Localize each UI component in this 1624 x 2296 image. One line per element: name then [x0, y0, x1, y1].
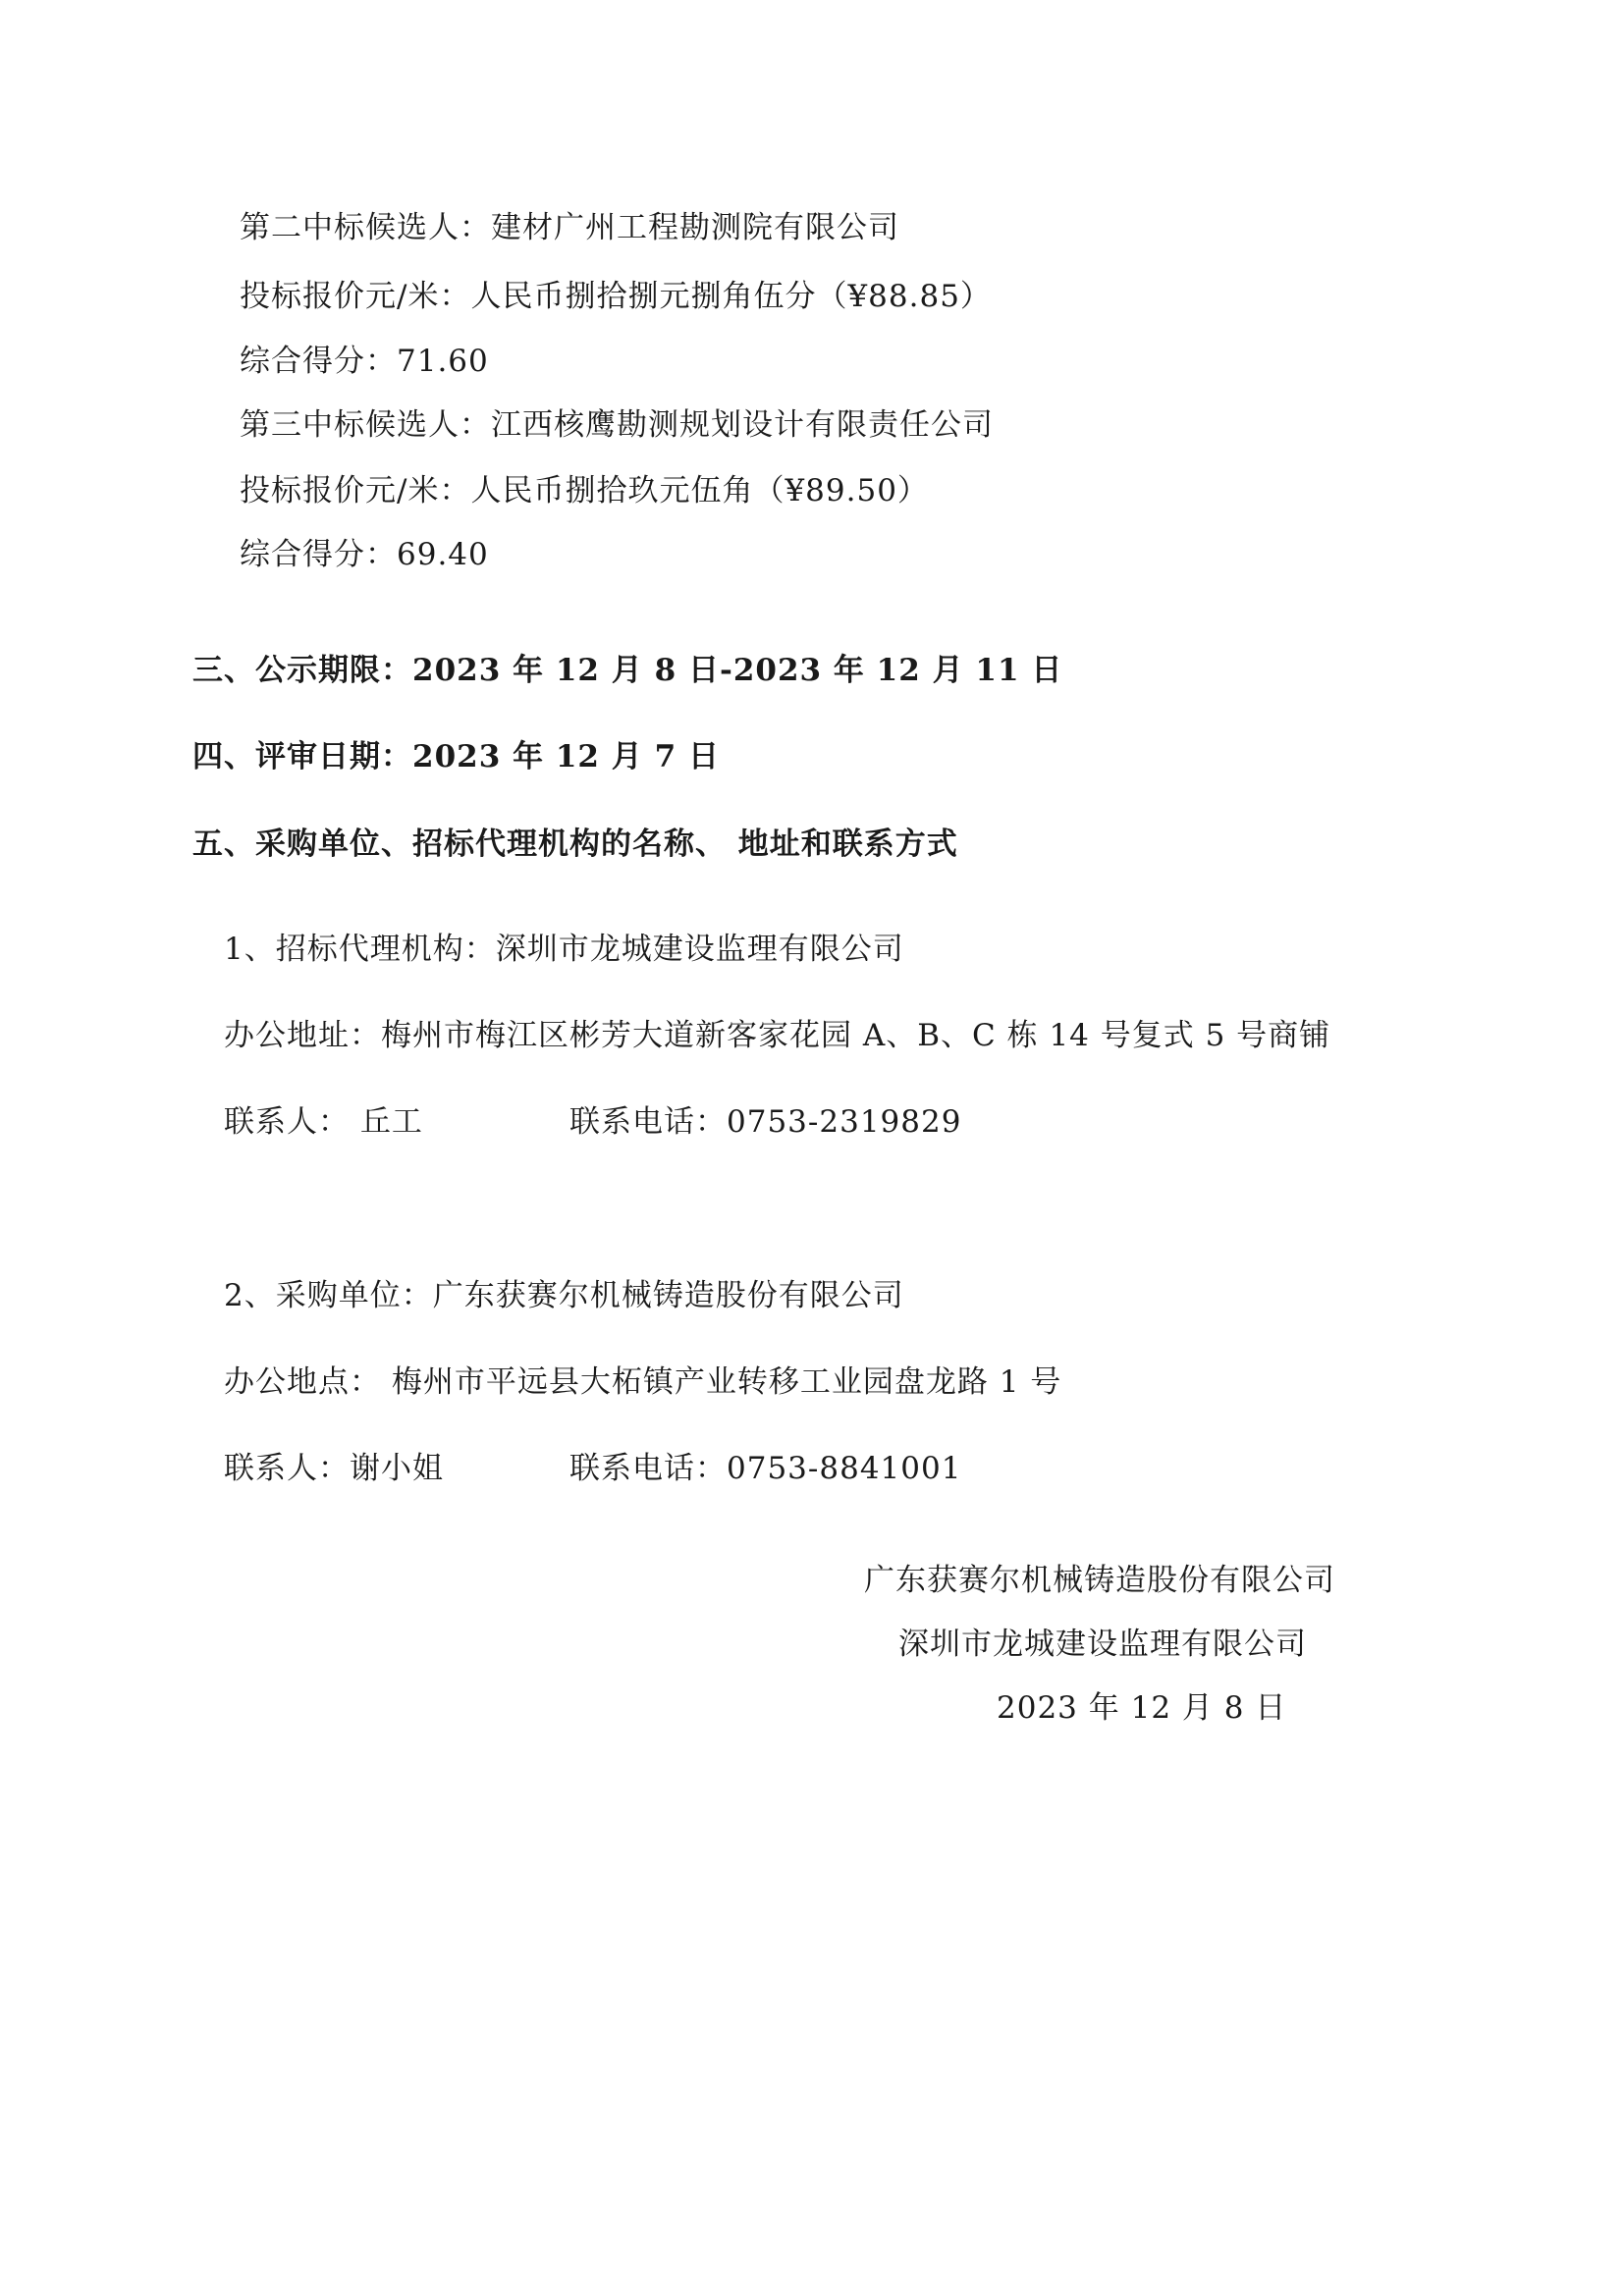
third-candidate-price: 投标报价元/米：人民币捌拾玖元伍角（¥89.50） — [240, 473, 929, 508]
second-candidate-score: 综合得分：71.60 — [240, 344, 489, 379]
agency-title: 1、招标代理机构：深圳市龙城建设监理有限公司 — [224, 932, 904, 967]
signature-company-1: 广东获赛尔机械铸造股份有限公司 — [864, 1563, 1335, 1598]
purchaser-address: 办公地点： 梅州市平远县大柘镇产业转移工业园盘龙路 1 号 — [224, 1364, 1062, 1400]
second-candidate-name: 第二中标候选人：建材广州工程勘测院有限公司 — [240, 210, 899, 245]
section-four-review-date: 四、评审日期：2023 年 12 月 7 日 — [192, 739, 720, 774]
purchaser-title: 2、采购单位：广东获赛尔机械铸造股份有限公司 — [224, 1278, 904, 1313]
agency-contact-phone: 联系电话：0753-2319829 — [569, 1104, 962, 1140]
signature-company-2: 深圳市龙城建设监理有限公司 — [898, 1627, 1307, 1662]
third-candidate-score: 综合得分：69.40 — [240, 537, 489, 572]
purchaser-contact-person: 联系人：谢小姐 — [224, 1451, 444, 1486]
third-candidate-name: 第三中标候选人：江西核鹰勘测规划设计有限责任公司 — [240, 407, 994, 443]
section-five-contacts-heading: 五、采购单位、招标代理机构的名称、 地址和联系方式 — [192, 827, 958, 862]
second-candidate-price: 投标报价元/米：人民币捌拾捌元捌角伍分（¥88.85） — [240, 279, 992, 314]
section-three-publicity-period: 三、公示期限：2023 年 12 月 8 日-2023 年 12 月 11 日 — [192, 653, 1063, 688]
signature-date: 2023 年 12 月 8 日 — [997, 1690, 1287, 1726]
agency-address: 办公地址：梅州市梅江区彬芳大道新客家花园 A、B、C 栋 14 号复式 5 号商铺 — [224, 1018, 1331, 1053]
agency-contact-person: 联系人： 丘工 — [224, 1104, 423, 1140]
purchaser-contact-phone: 联系电话：0753-8841001 — [569, 1451, 962, 1486]
